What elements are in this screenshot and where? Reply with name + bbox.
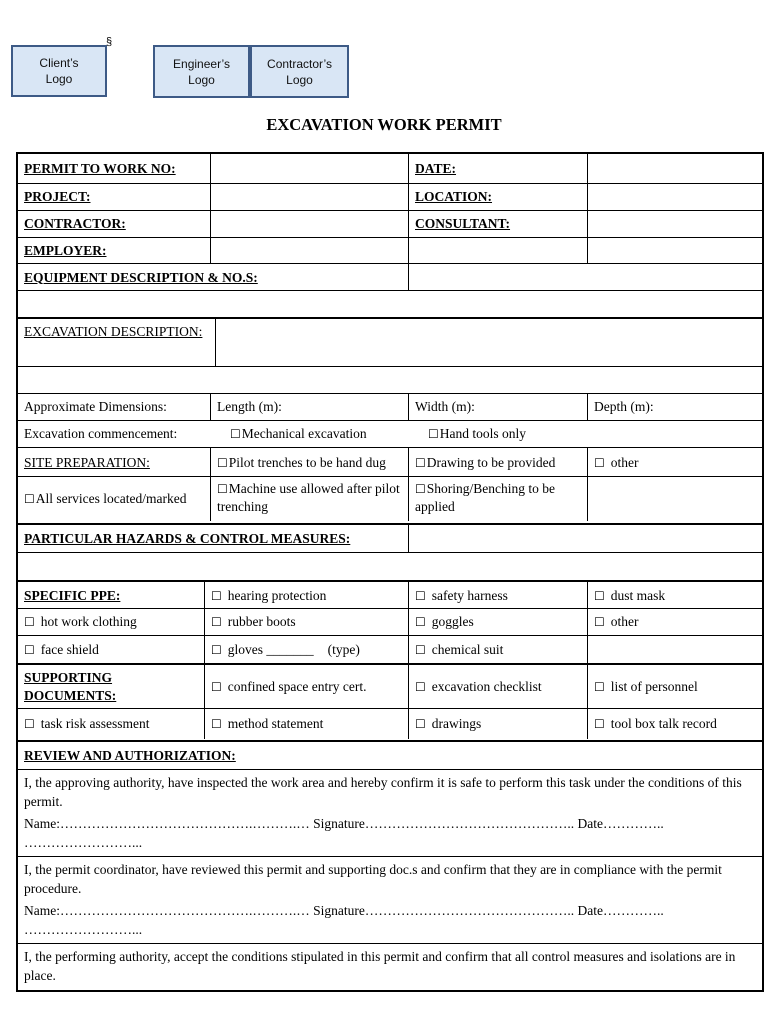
drawings-label: drawings xyxy=(431,716,482,731)
consultant-field[interactable] xyxy=(587,211,762,237)
location-field[interactable] xyxy=(587,184,762,210)
contractor-logo-text: Contractor’s Logo xyxy=(267,56,332,87)
approving-name-line[interactable]: Name:…………………………………….……….… Signature……………………………………….. Date………….. ……………………... xyxy=(24,816,664,850)
checkbox-icon[interactable]: ☐ xyxy=(211,615,222,629)
ppe-row-3 xyxy=(18,635,762,663)
method-statement-option[interactable] xyxy=(204,709,408,739)
checkbox-icon[interactable]: ☐ xyxy=(594,455,605,470)
method-statement-label: method statement xyxy=(227,716,324,731)
checkbox-icon[interactable]: ☐ xyxy=(24,492,35,506)
task-risk-label: task risk assessment xyxy=(40,716,150,731)
project-row xyxy=(18,183,762,210)
ppe-label: SPECIFIC PPE: xyxy=(24,587,121,603)
permit-no-label: PERMIT TO WORK NO: xyxy=(24,160,176,176)
shoring-option[interactable] xyxy=(408,477,587,521)
ppe-row-1 xyxy=(18,580,762,609)
face-shield-label: face shield xyxy=(40,641,99,657)
dust-mask-option[interactable] xyxy=(587,582,762,609)
consultant-label: CONSULTANT: xyxy=(408,211,587,237)
excavation-checklist-option[interactable] xyxy=(408,665,587,709)
checkbox-icon[interactable]: ☐ xyxy=(211,588,222,603)
excavation-description-label: EXCAVATION DESCRIPTION: xyxy=(24,324,203,339)
checkbox-icon[interactable]: ☐ xyxy=(230,427,241,441)
confined-space-option[interactable] xyxy=(204,665,408,709)
ppe-other-label: other xyxy=(610,614,639,629)
equipment-field[interactable] xyxy=(408,264,762,291)
coordinator-statement: I, the permit coordinator, have reviewed this permit and supporting doc.s and confirm that they are in compliance with the permit procedure. xyxy=(24,862,722,896)
excavation-blank-row[interactable] xyxy=(18,366,762,394)
employer-row xyxy=(18,237,762,264)
rubber-boots-label: rubber boots xyxy=(227,614,296,629)
checkbox-icon[interactable]: ☐ xyxy=(415,680,426,694)
hand-tools-option[interactable] xyxy=(422,421,622,447)
all-services-label: All services located/marked xyxy=(35,491,187,506)
goggles-option[interactable] xyxy=(408,609,587,635)
checkbox-icon[interactable]: ☐ xyxy=(594,680,605,694)
equipment-blank-row[interactable] xyxy=(18,290,762,318)
checkbox-icon[interactable]: ☐ xyxy=(211,642,222,657)
checkbox-icon[interactable]: ☐ xyxy=(594,615,605,629)
personnel-label: list of personnel xyxy=(610,679,698,694)
site-prep-blank-field[interactable] xyxy=(587,477,762,521)
ppe-other-option[interactable] xyxy=(587,609,762,635)
harness-option[interactable] xyxy=(408,582,587,609)
personnel-option[interactable] xyxy=(587,665,762,709)
depth-field[interactable]: Depth (m): xyxy=(587,394,762,420)
rubber-boots-option[interactable] xyxy=(204,609,408,635)
docs-label: SUPPORTING DOCUMENTS: xyxy=(24,670,117,703)
gloves-type-label: (type) xyxy=(327,641,360,657)
checkbox-icon[interactable]: ☐ xyxy=(415,642,426,657)
toolbox-option[interactable] xyxy=(587,709,762,739)
hearing-option[interactable] xyxy=(204,582,408,609)
performing-statement: I, the performing authority, accept the conditions stipulated in this permit and confirm that all control measures and isolations are in place. xyxy=(24,949,736,983)
chemical-suit-option[interactable] xyxy=(408,636,587,663)
contractor-row xyxy=(18,210,762,237)
page-title: EXCAVATION WORK PERMIT xyxy=(266,115,502,134)
task-risk-option[interactable] xyxy=(18,709,204,739)
location-label: LOCATION: xyxy=(408,184,587,210)
site-prep-row-2 xyxy=(18,476,762,521)
checkbox-icon[interactable]: ☐ xyxy=(217,455,228,470)
width-field[interactable]: Width (m): xyxy=(408,394,587,420)
commencement-label: Excavation commencement: xyxy=(24,426,178,441)
permit-row xyxy=(18,154,762,183)
drawing-option[interactable] xyxy=(408,448,587,477)
client-logo-text: Client’s Logo xyxy=(39,56,79,86)
machine-use-label: Machine use allowed after pilot trenching xyxy=(217,481,400,514)
permit-no-field[interactable] xyxy=(210,154,408,183)
checkbox-icon[interactable]: ☐ xyxy=(415,482,426,496)
checkbox-icon[interactable]: ☐ xyxy=(415,455,426,470)
commencement-row xyxy=(18,420,762,447)
review-header-row xyxy=(18,740,762,770)
checkbox-icon[interactable]: ☐ xyxy=(594,588,605,603)
checkbox-icon[interactable]: ☐ xyxy=(24,642,35,657)
hearing-label: hearing protection xyxy=(227,587,327,603)
shoring-label: Shoring/Benching to be applied xyxy=(415,481,556,514)
contractor-field[interactable] xyxy=(210,211,408,237)
engineer-logo-text: Engineer’s Logo xyxy=(173,56,230,87)
contractor-logo xyxy=(250,45,349,98)
section-mark: § xyxy=(106,36,113,48)
coordinator-row xyxy=(18,856,762,943)
approving-statement: I, the approving authority, have inspected the work area and hereby confirm it is safe to perform this task under the conditions of this permit. xyxy=(24,775,742,809)
machine-use-option[interactable] xyxy=(210,477,408,521)
employer-label: EMPLOYER: xyxy=(24,243,107,258)
hazards-field[interactable] xyxy=(408,525,762,553)
performing-row xyxy=(18,943,762,992)
mechanical-option[interactable] xyxy=(224,421,424,447)
toolbox-label: tool box talk record xyxy=(610,716,717,731)
pilot-trenches-label: Pilot trenches to be hand dug xyxy=(228,454,386,470)
site-prep-label: SITE PREPARATION: xyxy=(24,454,150,470)
hand-tools-label: Hand tools only xyxy=(439,426,527,441)
approving-row xyxy=(18,769,762,856)
coordinator-name-line[interactable]: Name:…………………………………….……….… Signature……………………………………….. Date………….. ……………………... xyxy=(24,903,664,937)
client-logo xyxy=(11,45,107,97)
dust-mask-label: dust mask xyxy=(610,587,666,603)
site-prep-row xyxy=(18,447,762,477)
face-shield-option[interactable] xyxy=(18,636,204,663)
excavation-checklist-label: excavation checklist xyxy=(431,679,542,694)
checkbox-icon[interactable]: ☐ xyxy=(415,615,426,629)
goggles-label: goggles xyxy=(431,614,474,629)
checkbox-icon[interactable]: ☐ xyxy=(211,680,222,694)
employer-extra-field-2[interactable] xyxy=(587,238,762,264)
checkbox-icon[interactable]: ☐ xyxy=(428,427,439,441)
dimensions-row xyxy=(18,393,762,420)
harness-label: safety harness xyxy=(431,587,508,603)
chemical-suit-label: chemical suit xyxy=(431,641,504,657)
project-label: PROJECT: xyxy=(24,189,91,204)
checkbox-icon[interactable]: ☐ xyxy=(24,717,35,731)
hazards-label: PARTICULAR HAZARDS & CONTROL MEASURES: xyxy=(24,531,351,546)
all-services-option[interactable] xyxy=(18,477,210,521)
checkbox-icon[interactable]: ☐ xyxy=(415,717,426,731)
project-field[interactable] xyxy=(210,184,408,210)
employer-field[interactable] xyxy=(210,238,408,264)
checkbox-icon[interactable]: ☐ xyxy=(211,717,222,731)
drawings-option[interactable] xyxy=(408,709,587,739)
ppe-row-2 xyxy=(18,608,762,635)
equipment-label: EQUIPMENT DESCRIPTION & NO.S: xyxy=(24,269,258,285)
hazards-row xyxy=(18,523,762,553)
docs-row-2 xyxy=(18,708,762,739)
site-prep-other-option[interactable] xyxy=(587,448,762,477)
contractor-label: CONTRACTOR: xyxy=(24,216,126,231)
checkbox-icon[interactable]: ☐ xyxy=(217,482,228,496)
docs-row-1 xyxy=(18,663,762,709)
dimensions-label: Approximate Dimensions: xyxy=(24,399,167,414)
mechanical-label: Mechanical excavation xyxy=(241,426,367,441)
review-label: REVIEW AND AUTHORIZATION: xyxy=(24,748,236,763)
excavation-description-row xyxy=(18,317,762,367)
date-label: DATE: xyxy=(408,154,587,183)
date-field[interactable] xyxy=(587,154,762,183)
hazards-blank-row[interactable] xyxy=(18,552,762,580)
gloves-option[interactable] xyxy=(204,636,408,663)
employer-extra-field[interactable] xyxy=(408,238,587,264)
confined-space-label: confined space entry cert. xyxy=(227,679,367,694)
hot-work-option[interactable] xyxy=(18,609,204,635)
gloves-label: gloves _______ xyxy=(227,641,314,657)
ppe-blank-field[interactable] xyxy=(587,636,762,663)
length-field[interactable]: Length (m): xyxy=(210,394,408,420)
permit-form xyxy=(16,152,764,992)
checkbox-icon[interactable]: ☐ xyxy=(415,588,426,603)
equipment-row xyxy=(18,263,762,291)
excavation-description-field[interactable] xyxy=(215,319,762,367)
checkbox-icon[interactable]: ☐ xyxy=(594,717,605,731)
site-prep-other-label: other xyxy=(610,454,639,470)
checkbox-icon[interactable]: ☐ xyxy=(24,615,35,629)
engineer-logo xyxy=(153,45,250,98)
hot-work-label: hot work clothing xyxy=(40,614,137,629)
drawing-label: Drawing to be provided xyxy=(426,454,556,470)
pilot-trenches-option[interactable] xyxy=(210,448,408,477)
